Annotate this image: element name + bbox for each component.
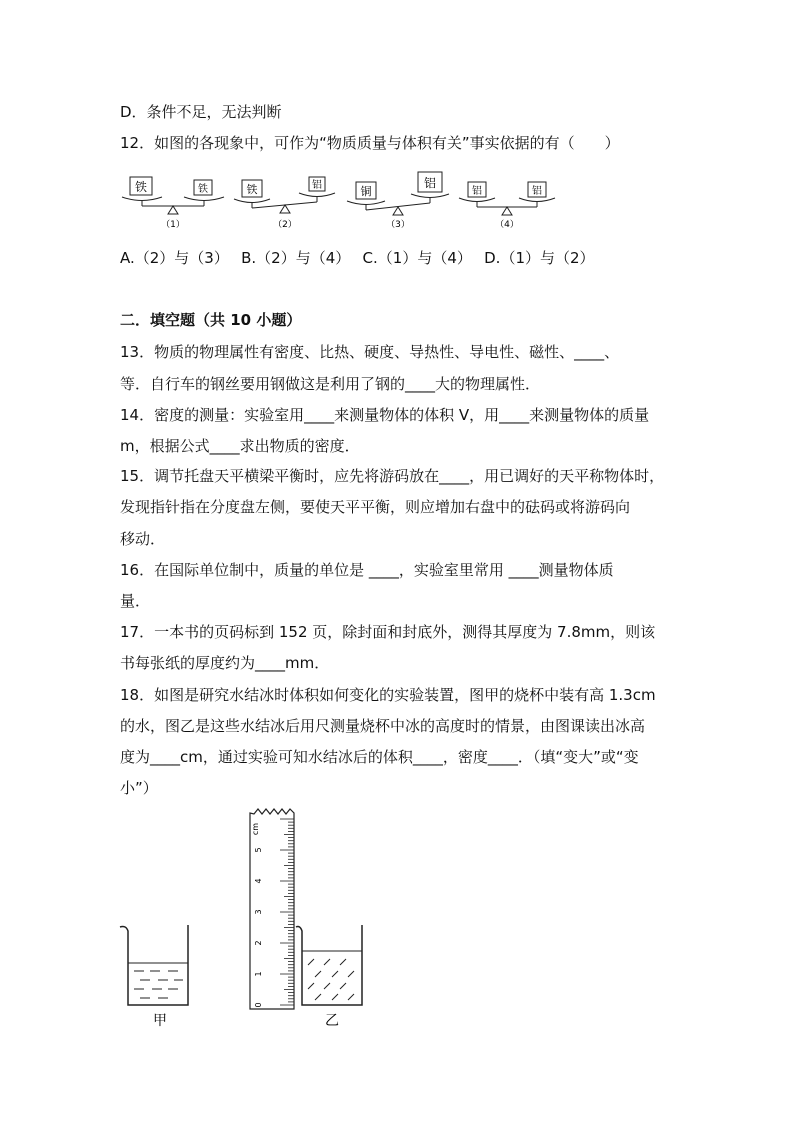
balance-3-left-block: 铜: [360, 185, 372, 198]
question-13-line-1: 13．物质的物理属性有密度、比热、硬度、导热性、导电性、磁性、____、: [120, 343, 620, 361]
balance-1: [122, 177, 224, 230]
question-17-line-1: 17．一本书的页码标到 152 页，除封面和封底外，测得其厚度为 7.8mm，则该: [120, 623, 656, 641]
question-18-line-1: 18．如图是研究水结冰时体积如何变化的实验装置，图甲的烧杯中装有高 1.3cm: [120, 686, 656, 704]
question-14-line-1: 14．密度的测量：实验室用____来测量物体的体积 V，用____来测量物体的质量: [120, 406, 650, 424]
balance-3: [347, 172, 449, 230]
ruler-tick-1: 1: [254, 971, 263, 977]
ruler: [250, 809, 294, 1009]
balance-4-left-block: 铝: [472, 186, 482, 197]
question-17-line-2: 书每张纸的厚度约为____mm．: [120, 654, 330, 672]
balance-figures: [118, 170, 568, 232]
beaker-yi: [296, 925, 362, 1029]
balance-3-right-block: 铝: [423, 176, 437, 190]
ruler-tick-3: 3: [254, 909, 263, 915]
question-18-line-2: 的水，图乙是这些水结冰后用尺测量烧杯中冰的高度时的情景，由图课读出冰高: [120, 717, 646, 735]
balance-2: [234, 177, 335, 230]
ruler-tick-4: 4: [254, 878, 263, 884]
ruler-tick-5: 5: [254, 847, 263, 853]
balance-4-right-block: 铝: [532, 186, 542, 197]
options-q12: A.（2）与（3） B.（2）与（4） C.（1）与（4） D.（1）与（2）: [120, 249, 595, 267]
question-13-line-2: 等．自行车的钢丝要用钢做这是利用了钢的____大的物理属性．: [120, 375, 541, 393]
beaker-jia: [120, 925, 188, 1029]
beaker-yi-label: 乙: [325, 1013, 339, 1029]
balance-2-caption: （2）: [273, 220, 297, 230]
beaker-figure: [110, 805, 380, 1035]
question-14-line-2: m，根据公式____求出物质的密度．: [120, 437, 360, 455]
balance-3-caption: （3）: [386, 220, 410, 230]
balance-2-left-block: 铁: [246, 183, 258, 196]
question-12: 12．如图的各现象中，可作为“物质质量与体积有关”事实依据的有（ ）: [120, 134, 620, 152]
question-16-line-1: 16．在国际单位制中，质量的单位是 ____，实验室里常用 ____测量物体质: [120, 561, 614, 579]
question-18-line-4: 小”）: [120, 779, 158, 797]
balance-4: [459, 182, 555, 230]
section-heading: 二．填空题（共 10 小题）: [120, 311, 302, 329]
option-d-q11: D．条件不足，无法判断: [120, 103, 282, 121]
question-15-line-1: 15．调节托盘天平横梁平衡时，应先将游码放在____，用已调好的天平称物体时，: [120, 467, 665, 485]
question-16-line-2: 量．: [120, 592, 151, 610]
balance-1-left-block: 铁: [134, 180, 148, 194]
balance-2-right-block: 铝: [312, 180, 322, 191]
question-18-line-3: 度为____cm，通过实验可知水结冰后的体积____，密度____．（填“变大”或“变: [120, 748, 639, 766]
balance-4-caption: （4）: [495, 220, 519, 230]
balance-1-caption: （1）: [161, 220, 185, 230]
question-15-line-3: 移动．: [120, 530, 166, 548]
beaker-jia-label: 甲: [153, 1013, 167, 1029]
ruler-tick-2: 2: [254, 940, 263, 946]
balance-1-right-block: 铁: [198, 184, 208, 195]
question-15-line-2: 发现指针指在分度盘左侧，要使天平平衡，则应增加右盘中的砝码或将游码向: [120, 498, 631, 516]
ruler-unit: cm: [251, 822, 260, 836]
ruler-tick-0: 0: [254, 1002, 263, 1008]
